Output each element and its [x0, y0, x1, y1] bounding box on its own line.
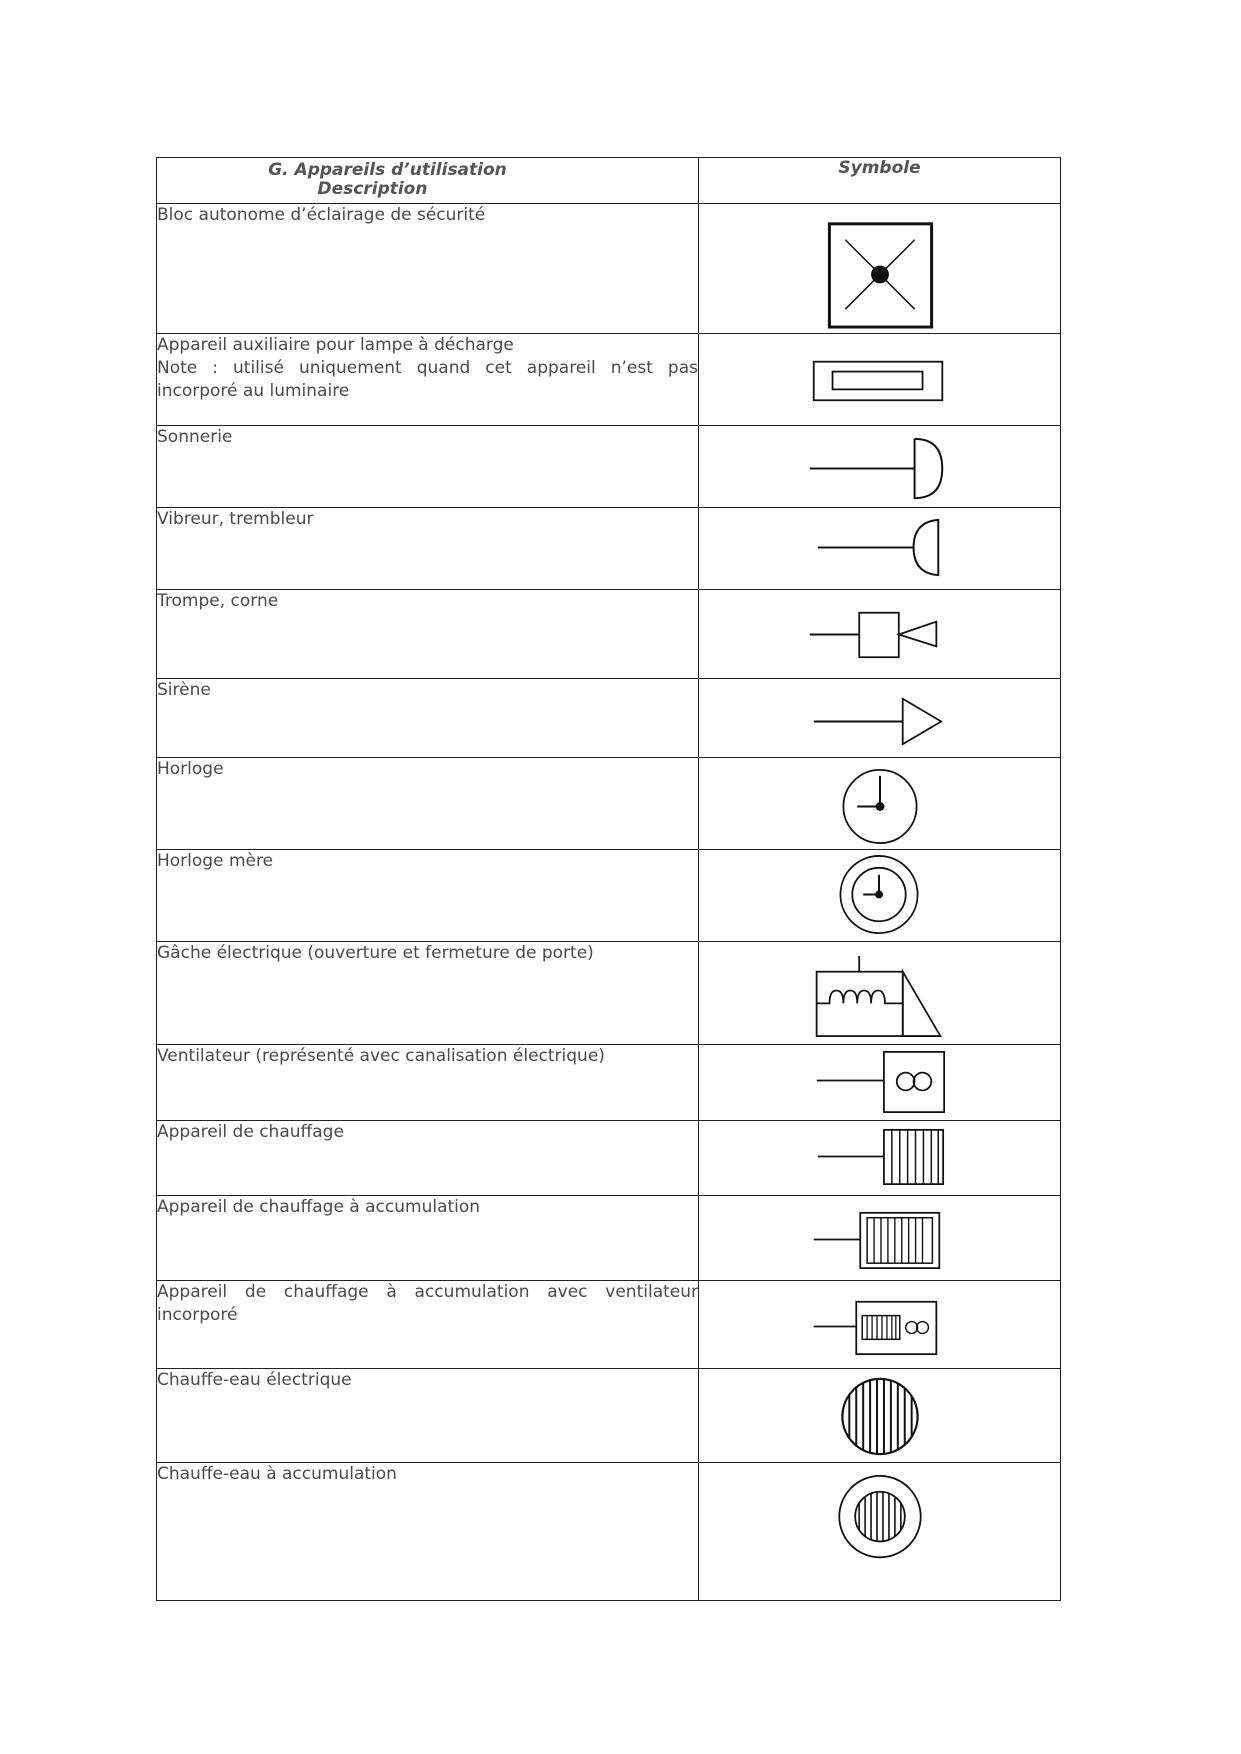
row-description: Ventilateur (représenté avec canalisation électrique) — [157, 1045, 699, 1121]
row-symbol — [699, 1121, 1061, 1196]
bell-symbol — [699, 426, 1061, 507]
table-row — [157, 679, 1061, 758]
row-symbol — [699, 850, 1061, 942]
row-description: Horloge — [157, 758, 699, 850]
row-description: Sirène — [157, 679, 699, 758]
row-symbol — [699, 1463, 1061, 1601]
row-description: Gâche électrique (ouverture et fermeture de porte) — [157, 942, 699, 1045]
table-row — [157, 204, 1061, 334]
row-symbol — [699, 204, 1061, 334]
table-row — [157, 1369, 1061, 1463]
table-row — [157, 1463, 1061, 1601]
description-column-label: Description — [317, 179, 428, 199]
table-row — [157, 508, 1061, 590]
row-symbol — [699, 590, 1061, 679]
table-row — [157, 1045, 1061, 1121]
emergency-lighting-block-symbol — [699, 204, 1061, 333]
symbol-column-label: Symbole — [699, 158, 1061, 204]
row-symbol — [699, 334, 1061, 426]
table-row — [157, 850, 1061, 942]
description-header — [157, 158, 699, 204]
row-symbol — [699, 1369, 1061, 1463]
horn-symbol — [699, 590, 1061, 678]
row-description: Appareil de chauffage à accumulation avec ventilateur incorporé — [157, 1281, 699, 1369]
section-title: G. Appareils d’utilisation — [268, 160, 507, 180]
row-symbol — [699, 1281, 1061, 1369]
row-description: Appareil de chauffage à accumulation — [157, 1196, 699, 1281]
row-description: Chauffe-eau à accumulation — [157, 1463, 699, 1601]
symbols-table — [156, 157, 1061, 1601]
table-row — [157, 1281, 1061, 1369]
table-row — [157, 590, 1061, 679]
row-symbol — [699, 1196, 1061, 1281]
table-row — [157, 1121, 1061, 1196]
table-row — [157, 1196, 1061, 1281]
row-symbol — [699, 942, 1061, 1045]
discharge-lamp-auxiliary-symbol — [699, 334, 1061, 425]
row-symbol — [699, 508, 1061, 590]
row-description: Appareil de chauffage — [157, 1121, 699, 1196]
fan-symbol — [699, 1045, 1061, 1120]
buzzer-symbol — [699, 508, 1061, 589]
table-row — [157, 758, 1061, 850]
heater-symbol — [699, 1121, 1061, 1195]
table-row — [157, 334, 1061, 426]
master-clock-symbol — [699, 850, 1061, 941]
row-symbol — [699, 426, 1061, 508]
storage-heater-symbol — [699, 1196, 1061, 1280]
row-description: Trompe, corne — [157, 590, 699, 679]
siren-symbol — [699, 679, 1061, 757]
table-row — [157, 942, 1061, 1045]
table-header-row — [157, 158, 1061, 204]
electric-strike-symbol — [699, 942, 1061, 1044]
storage-water-heater-symbol — [699, 1463, 1061, 1600]
table-row — [157, 426, 1061, 508]
storage-heater-with-fan-symbol — [699, 1281, 1061, 1368]
row-symbol — [699, 758, 1061, 850]
row-description: Bloc autonome d’éclairage de sécurité — [157, 204, 699, 334]
row-description: Chauffe-eau électrique — [157, 1369, 699, 1463]
clock-symbol — [699, 758, 1061, 849]
row-description: Sonnerie — [157, 426, 699, 508]
row-description: Horloge mère — [157, 850, 699, 942]
row-description: Vibreur, trembleur — [157, 508, 699, 590]
row-description: Appareil auxiliaire pour lampe à décharge Note : utilisé uniquement quand cet appareil n’est pas incorporé au luminaire — [157, 334, 699, 426]
electric-water-heater-symbol — [699, 1369, 1061, 1462]
row-symbol — [699, 1045, 1061, 1121]
row-symbol — [699, 679, 1061, 758]
